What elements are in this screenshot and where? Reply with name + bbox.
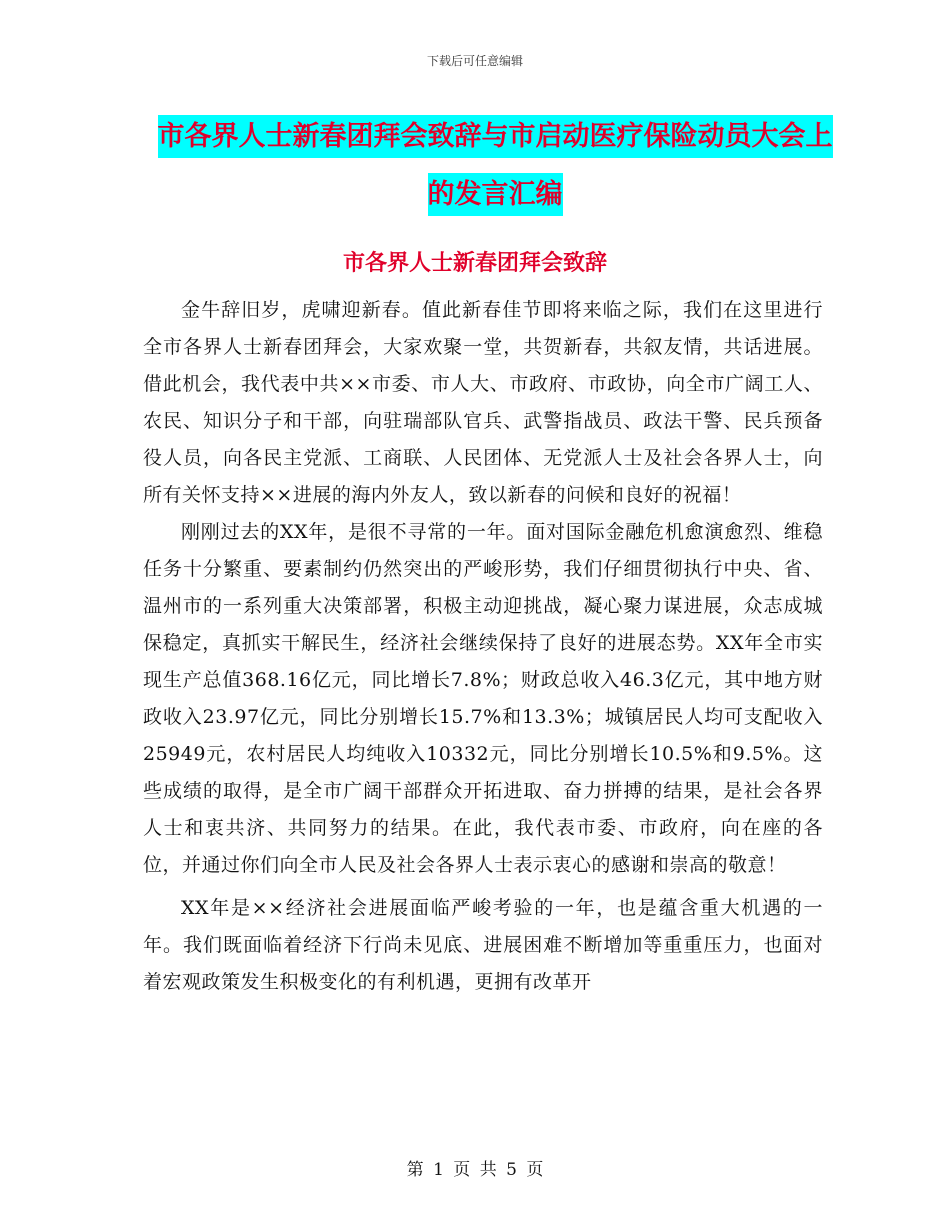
document-title [150,108,840,224]
paragraph-1: 金牛辞旧岁，虎啸迎新春。值此新春佳节即将来临之际，我们在这里进行全市各界人士新春团拜会，大家欢聚一堂，共贺新春，共叙友情，共话进展。借此机会，我代表中共××市委、市人大、市政府、市政协，向全市广阔工人、农民、知识分子和干部，向驻瑞部队官兵、武警指战员、政法干警、民兵预备役人员，向各民主党派、工商联、人民团体、无党派人士及社会各界人士，向所有关怀支持××进展的海内外友人，致以新春的问候和良好的祝福！ [143,299,823,506]
paragraph-3: XX年是××经济社会进展面临严峻考验的一年，也是蕴含重大机遇的一年。我们既面临着经济下行尚未见底、进展困难不断增加等重重压力，也面对着宏观政策发生积极变化的有利机遇，更拥有改革开 [143,897,823,993]
document-title-text: 市各界人士新春团拜会致辞与市启动医疗保险动员大会上的发言汇编 [158,115,833,216]
section-title: 市各界人士新春团拜会致辞 [342,250,607,276]
header-note: 下载后可任意编辑 [426,54,523,68]
page-number-footer: 第 1 页 共 5 页 [406,1160,544,1180]
document-body [143,292,823,1001]
paragraph-2: 刚刚过去的XX年，是很不寻常的一年。面对国际金融危机愈演愈烈、维稳任务十分繁重、要素制约仍然突出的严峻形势，我们仔细贯彻执行中央、省、温州市的一系列重大决策部署，积极主动迎挑战，凝心聚力谋进展，众志成城保稳定，真抓实干解民生，经济社会继续保持了良好的进展态势。XX年全市实现生产总值368.16亿元，同比增长7.8%；财政总收入46.3亿元，其中地方财政收入23.97亿元，同比分别增长15.7%和13.3%；城镇居民人均可支配收入25949元，农村居民人均纯收入10332元，同比分别增长10.5%和9.5%。这些成绩的取得，是全市广阔干部群众开拓进取、奋力拼搏的结果，是社会各界人士和衷共济、共同努力的结果。在此，我代表市委、市政府，向在座的各位，并通过你们向全市人民及社会各界人士表示衷心的感谢和崇高的敬意！ [143,521,823,876]
